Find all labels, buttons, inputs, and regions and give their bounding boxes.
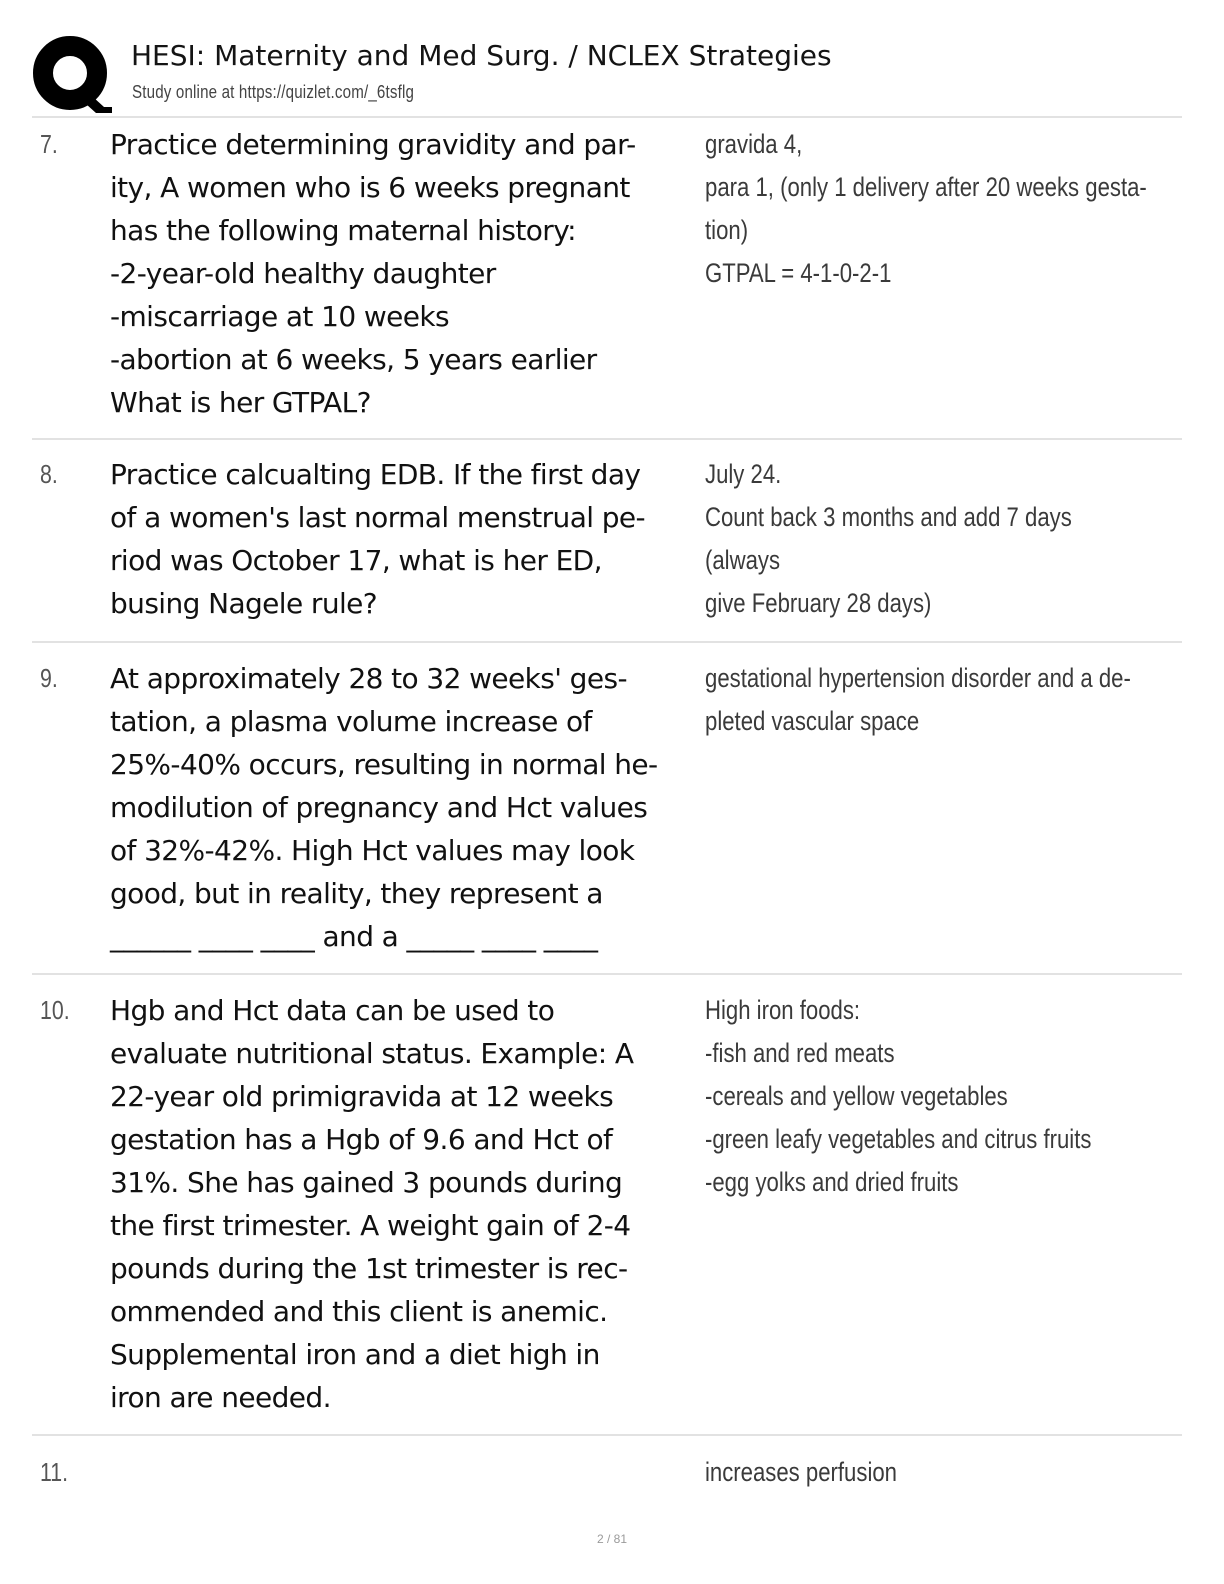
card-definition: increases perfusion	[705, 1457, 897, 1487]
card-definition: gravida 4, para 1, (only 1 delivery after 20 weeks gesta- tion) GTPAL = 4-1-0-2-1	[705, 129, 1147, 288]
page-header	[32, 32, 1182, 116]
study-online-link[interactable]: Study online at https://quizlet.com/_6tsflg	[132, 82, 415, 102]
card-number: 11.	[40, 1457, 69, 1487]
card-number: 7.	[40, 129, 58, 159]
card-number: 8.	[40, 459, 58, 489]
deck-title: HESI: Maternity and Med Surg. / NCLEX Strategies	[131, 39, 832, 72]
divider	[32, 438, 1182, 440]
card-term: At approximately 28 to 32 weeks' ges- tation, a plasma volume increase of 25%-40% occurs, resulting in normal he- modilution of pregnancy and Hct values of 32%-42%. High Hct values may look good, but in reality, they represent a ______ ____ ____ and a _____ ____ ____	[110, 662, 658, 953]
divider	[32, 116, 1182, 118]
divider	[32, 1434, 1182, 1436]
card-term: Practice determining gravidity and par- ity, A women who is 6 weeks pregnant has the following maternal history: -2-year-old healthy daughter -miscarriage at 10 weeks -abortion at 6 weeks, 5 years earlier What is her GTPAL?	[110, 128, 636, 419]
quizlet-q-logo-icon	[32, 35, 112, 113]
card-number: 9.	[40, 663, 58, 693]
card-definition: July 24. Count back 3 months and add 7 days (always give February 28 days)	[705, 459, 1072, 618]
divider	[32, 641, 1182, 643]
card-term: Hgb and Hct data can be used to evaluate nutritional status. Example: A 22-year old primigravida at 12 weeks gestation has a Hgb of 9.6 and Hct of 31%. She has gained 3 pounds during the first trimester. A weight gain of 2-4 pounds during the 1st trimester is rec- ommended and this client is anemic. Supplemental iron and a diet high in iron are needed.	[110, 994, 634, 1414]
card-definition: gestational hypertension disorder and a de- pleted vascular space	[705, 663, 1131, 736]
card-term: Practice calcualting EDB. If the first day of a women's last normal menstrual pe- riod was October 17, what is her ED, busing Nagele rule?	[110, 458, 646, 620]
divider	[32, 973, 1182, 975]
page-indicator: 2 / 81	[596, 1532, 628, 1546]
card-number: 10.	[40, 995, 70, 1025]
card-definition: High iron foods: -fish and red meats -cereals and yellow vegetables -green leafy vegetables and citrus fruits -egg yolks and dried fruits	[705, 995, 1092, 1197]
